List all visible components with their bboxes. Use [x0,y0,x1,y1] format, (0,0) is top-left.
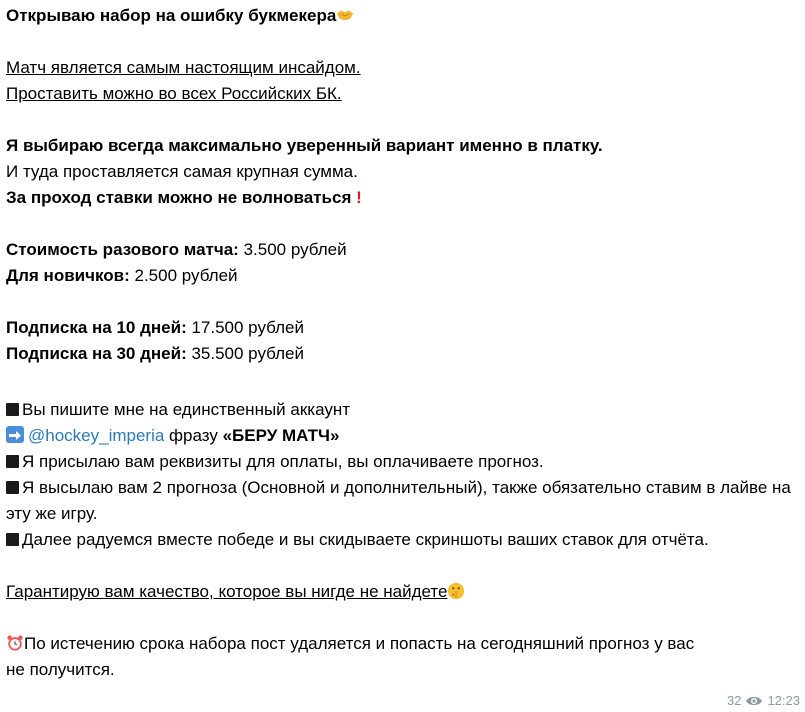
insider-line-1: Матч является самым настоящим инсайдом. [6,58,361,77]
black-square-icon [6,533,19,546]
black-square-icon [6,455,19,468]
alarm-clock-icon [6,634,24,652]
guarantee-line [6,579,796,605]
choice-line: Я выбираю всегда максимально уверенный вариант именно в платку. [6,136,603,155]
step-4 [6,527,796,553]
expiry-text: По истечению срока набора пост удаляется и попасть на сегодняшний прогноз у вас не получится. [6,634,695,679]
subscription-label: Подписка на 30 дней: [6,344,187,363]
right-arrow-icon [6,426,24,443]
price-label: Стоимость разового матча: [6,240,239,259]
shushing-face-icon [447,582,465,600]
phrase-text: «БЕРУ МАТЧ» [222,426,340,445]
step-text: Я высылаю вам 2 прогноза (Основной и дополнительный), также обязательно ставим в лайве на эту же игру. [6,478,791,523]
no-worry-line [6,185,796,211]
price-value: 3.500 рублей [238,240,347,259]
post-title [6,3,796,29]
price-single [6,237,796,263]
black-square-icon [6,481,19,494]
post-time: 12:23 [767,693,800,708]
eye-icon [745,695,763,707]
black-square-icon [6,403,19,416]
subscription-30 [6,341,796,367]
account-line [6,423,796,449]
price-label: Для новичков: [6,266,130,285]
subscription-label: Подписка на 10 дней: [6,318,187,337]
step-1 [6,397,796,423]
subscription-10 [6,315,796,341]
handshake-icon [336,6,354,24]
subscription-value: 17.500 рублей [186,318,304,337]
channel-post [6,3,796,683]
no-worry-text: За проход ставки можно не волноваться [6,188,352,207]
expiry-line [6,631,796,683]
step-text: Далее радуемся вместе победе и вы скидываете скриншоты ваших ставок для отчёта. [22,530,709,549]
insider-line-2: Проставить можно во всех Российских БК. [6,84,342,103]
exclamation-icon: ! [356,188,362,207]
step-2 [6,449,796,475]
post-meta [727,693,800,708]
price-value: 2.500 рублей [129,266,238,285]
post-title-text: Открываю набор на ошибку букмекера [6,6,337,25]
amount-line: И туда проставляется самая крупная сумма. [6,162,358,181]
price-newbie [6,263,796,289]
step-text: Вы пишите мне на единственный аккаунт [22,400,351,419]
step-3 [6,475,796,527]
guarantee-text: Гарантирую вам качество, которое вы нигде не найдете [6,582,448,601]
account-link[interactable]: @hockey_imperia [28,426,165,445]
views-count: 32 [726,693,742,708]
subscription-value: 35.500 рублей [186,344,304,363]
step-text: Я присылаю вам реквизиты для оплаты, вы оплачиваете прогноз. [22,452,544,471]
phrase-prefix: фразу [164,426,223,445]
